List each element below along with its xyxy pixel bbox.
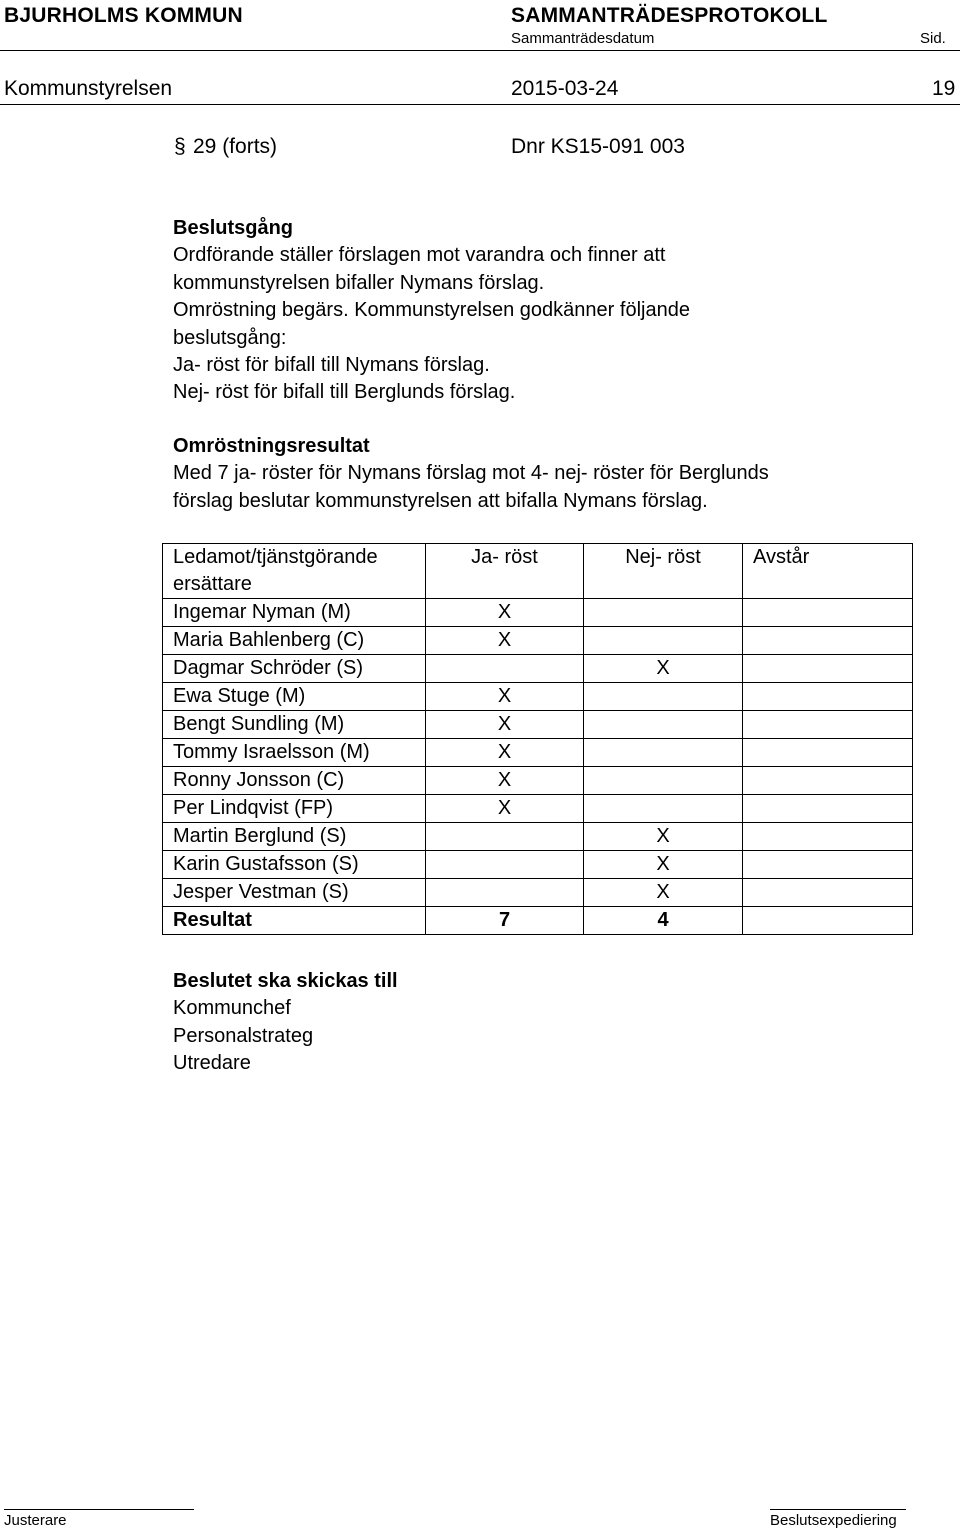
table-row: [163, 711, 913, 739]
abstain-vote: [743, 627, 913, 655]
yes-vote: [426, 851, 584, 879]
table-row: [163, 795, 913, 823]
table-row: [163, 655, 913, 683]
decision-procedure-line: Ordförande ställer förslagen mot varandra och finner att: [173, 244, 666, 267]
date-label: Sammanträdesdatum: [511, 30, 655, 47]
member-name: Tommy Israelsson (M): [163, 739, 426, 767]
recipient-item: Utredare: [173, 1052, 251, 1075]
document-type: SAMMANTRÄDESPROTOKOLL: [511, 4, 828, 27]
municipality-name: BJURHOLMS KOMMUN: [4, 4, 243, 27]
abstain-vote: [743, 739, 913, 767]
abstain-vote: [743, 683, 913, 711]
no-vote: [584, 683, 743, 711]
footer-signatory-label: Justerare: [4, 1512, 67, 1529]
header-abstain: Avstår: [743, 544, 913, 599]
member-name: Dagmar Schröder (S): [163, 655, 426, 683]
member-name: Jesper Vestman (S): [163, 879, 426, 907]
no-vote: [584, 795, 743, 823]
result-abstain-count: [743, 907, 913, 935]
no-vote: X: [584, 851, 743, 879]
member-name: Bengt Sundling (M): [163, 711, 426, 739]
page-label: Sid.: [920, 30, 946, 47]
abstain-vote: [743, 767, 913, 795]
result-yes-count: 7: [426, 907, 584, 935]
header-rule-top: [0, 50, 960, 51]
table-row: [163, 683, 913, 711]
header-member: Ledamot/tjänstgörande ersättare: [163, 544, 426, 599]
meeting-date: 2015-03-24: [511, 77, 619, 100]
yes-vote: [426, 655, 584, 683]
yes-vote: X: [426, 683, 584, 711]
result-label: Resultat: [163, 907, 426, 935]
header-yes: Ja- röst: [426, 544, 584, 599]
table-row: [163, 599, 913, 627]
member-name: Maria Bahlenberg (C): [163, 627, 426, 655]
no-vote: X: [584, 823, 743, 851]
committee-name: Kommunstyrelsen: [4, 77, 173, 100]
recipients-heading: Beslutet ska skickas till: [173, 970, 398, 992]
abstain-vote: [743, 599, 913, 627]
no-vote: X: [584, 655, 743, 683]
yes-vote: X: [426, 711, 584, 739]
table-row: [163, 739, 913, 767]
yes-vote: X: [426, 767, 584, 795]
recipient-item: Kommunchef: [173, 997, 291, 1020]
result-row: [163, 907, 913, 935]
recipients-section: [173, 968, 398, 1078]
header-no: Nej- röst: [584, 544, 743, 599]
vote-table-header-row: [163, 544, 913, 599]
recipient-item: Personalstrateg: [173, 1024, 314, 1047]
yes-vote: X: [426, 795, 584, 823]
abstain-vote: [743, 795, 913, 823]
table-row: [163, 767, 913, 795]
case-number: Dnr KS15-091 003: [511, 135, 685, 158]
abstain-vote: [743, 655, 913, 683]
vote-result-line: förslag beslutar kommunstyrelsen att bifalla Nymans förslag.: [173, 489, 708, 512]
vote-result-section: [173, 433, 769, 515]
decision-procedure-line: Nej- röst för bifall till Berglunds förslag.: [173, 381, 516, 404]
member-name: Ingemar Nyman (M): [163, 599, 426, 627]
vote-result-line: Med 7 ja- röster för Nymans förslag mot 4- nej- röster för Berglunds: [173, 462, 769, 485]
footer-dispatch-label: Beslutsexpediering: [770, 1512, 897, 1529]
paragraph-number: 29 (forts): [193, 135, 278, 158]
footer-rule-left: [4, 1509, 194, 1510]
table-row: [163, 627, 913, 655]
footer-rule-right: [770, 1509, 906, 1510]
yes-vote: [426, 823, 584, 851]
no-vote: [584, 627, 743, 655]
member-name: Ewa Stuge (M): [163, 683, 426, 711]
member-name: Martin Berglund (S): [163, 823, 426, 851]
decision-procedure-line: Omröstning begärs. Kommunstyrelsen godkänner följande: [173, 299, 690, 322]
decision-procedure-section: [173, 215, 690, 407]
table-row: [163, 879, 913, 907]
vote-table: [162, 543, 913, 935]
no-vote: [584, 767, 743, 795]
abstain-vote: [743, 823, 913, 851]
vote-result-heading: Omröstningsresultat: [173, 435, 370, 457]
header-rule-bottom: [0, 104, 960, 105]
yes-vote: X: [426, 739, 584, 767]
member-name: Ronny Jonsson (C): [163, 767, 426, 795]
abstain-vote: [743, 711, 913, 739]
abstain-vote: [743, 879, 913, 907]
result-no-count: 4: [584, 907, 743, 935]
paragraph-symbol: §: [174, 135, 186, 158]
no-vote: [584, 599, 743, 627]
member-name: Karin Gustafsson (S): [163, 851, 426, 879]
decision-procedure-heading: Beslutsgång: [173, 217, 294, 239]
decision-procedure-line: Ja- röst för bifall till Nymans förslag.: [173, 353, 490, 376]
yes-vote: [426, 879, 584, 907]
no-vote: [584, 739, 743, 767]
decision-procedure-line: kommunstyrelsen bifaller Nymans förslag.: [173, 271, 545, 294]
table-row: [163, 851, 913, 879]
yes-vote: X: [426, 627, 584, 655]
page-number: 19: [932, 77, 956, 100]
decision-procedure-line: beslutsgång:: [173, 326, 287, 349]
abstain-vote: [743, 851, 913, 879]
member-name: Per Lindqvist (FP): [163, 795, 426, 823]
no-vote: [584, 711, 743, 739]
yes-vote: X: [426, 599, 584, 627]
no-vote: X: [584, 879, 743, 907]
table-row: [163, 823, 913, 851]
